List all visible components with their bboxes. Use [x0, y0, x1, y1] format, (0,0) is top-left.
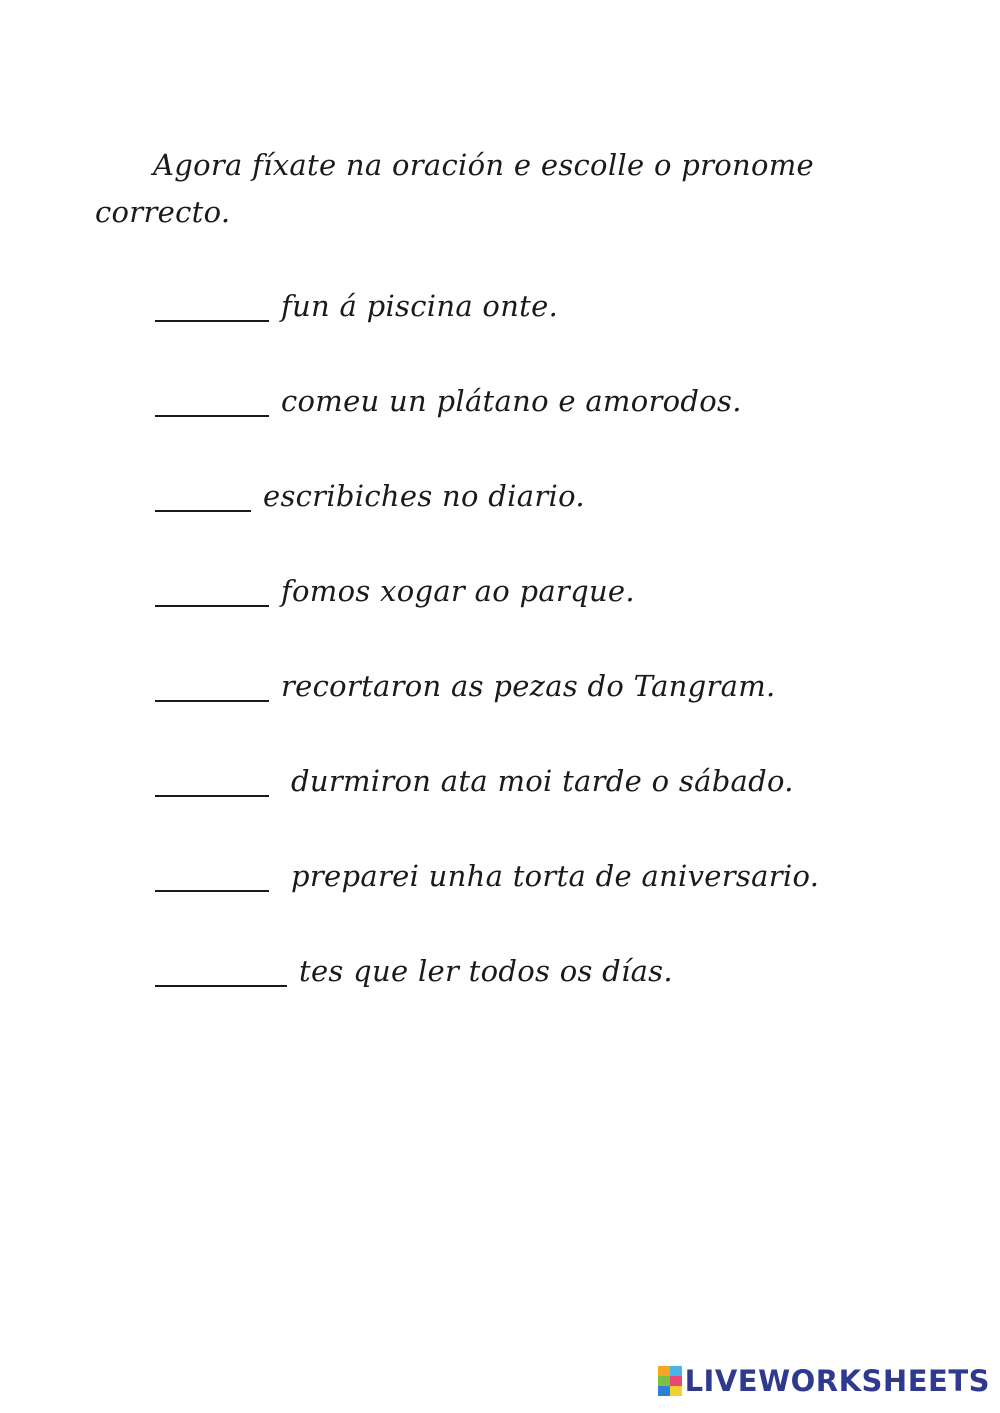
exercise-item-8 [155, 951, 915, 1046]
exercise-item-1 [155, 286, 915, 381]
exercise-sentence-2: comeu un plátano e amorodos. [281, 384, 742, 418]
brand-logo-text: LIVEWORKSHEETS [684, 1364, 990, 1398]
liveworksheets-brand [658, 1363, 990, 1399]
exercise-list [155, 286, 915, 1046]
exercise-item-5 [155, 666, 915, 761]
exercise-sentence-3: escribiches no diario. [263, 479, 585, 513]
exercise-item-2 [155, 381, 915, 476]
exercise-item-4 [155, 571, 915, 666]
exercise-item-6 [155, 761, 915, 856]
liveworksheets-logo-icon [658, 1366, 682, 1396]
instructions-text: Agora fíxate na oración e escolle o pronome correcto. [95, 148, 815, 229]
exercise-sentence-1: fun á piscina onte. [281, 289, 559, 323]
exercise-sentence-4: fomos xogar ao parque. [281, 574, 635, 608]
exercise-item-3 [155, 476, 915, 571]
answer-blank-5[interactable] [155, 666, 269, 702]
answer-blank-2[interactable] [155, 381, 269, 417]
answer-blank-1[interactable] [155, 286, 269, 322]
exercise-item-7 [155, 856, 915, 951]
answer-blank-8[interactable] [155, 951, 287, 987]
answer-blank-4[interactable] [155, 571, 269, 607]
answer-blank-6[interactable] [155, 761, 269, 797]
exercise-sentence-7: preparei unha torta de aniversario. [291, 859, 820, 893]
exercise-sentence-8: tes que ler todos os días. [299, 954, 673, 988]
answer-blank-7[interactable] [155, 856, 269, 892]
exercise-sentence-6: durmiron ata moi tarde o sábado. [291, 764, 794, 798]
answer-blank-3[interactable] [155, 476, 251, 512]
exercise-sentence-5: recortaron as pezas do Tangram. [281, 669, 776, 703]
